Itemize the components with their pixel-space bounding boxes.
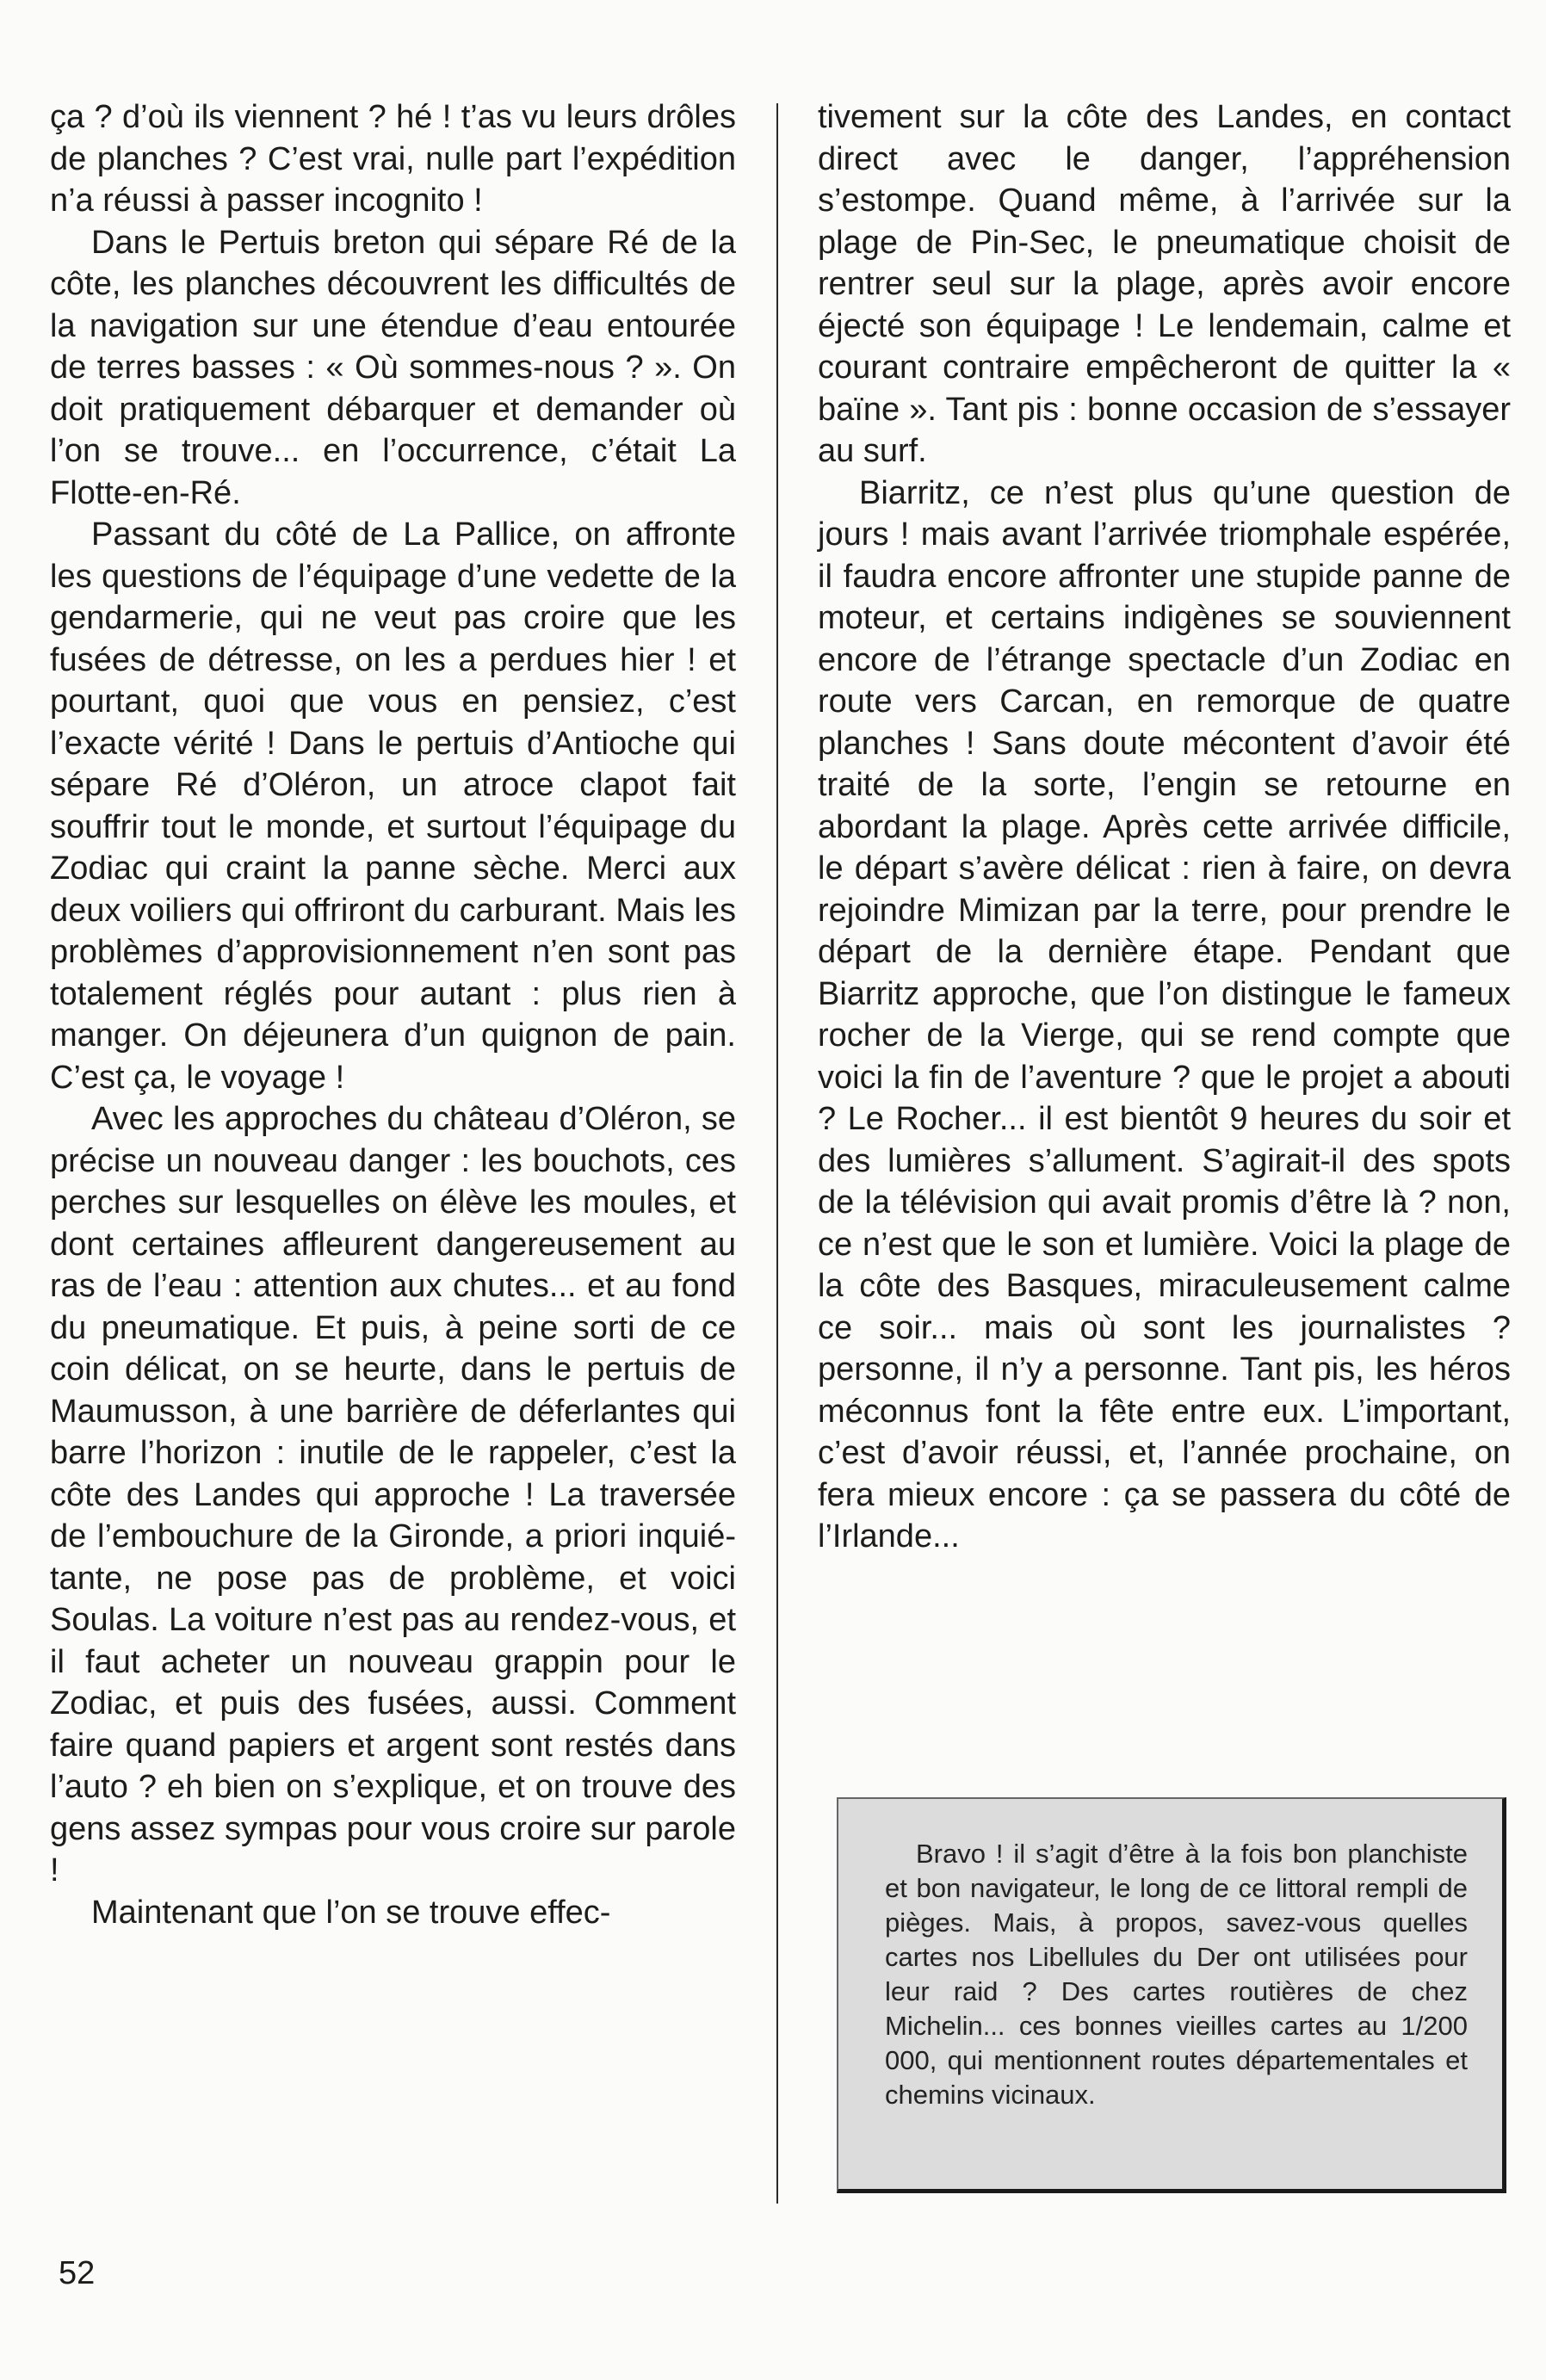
sidebar-box [837,1797,1506,2193]
paragraph: Biarritz, ce n’est plus qu’une question de jours ! mais avant l’arrivée triomphale espérée, il faudra encore affronter une stupide panne de moteur, et certains indigènes se souviennent encore de l’étrange spectacle d’un Zodiac en route vers Carcan, en remorque de quatre planches ! Sans doute mécontent d’avoir été traité de la sorte, l’engin se retourne en abordant la plage. Après cette arrivée difficile, le départ s’avère délicat : rien à faire, on devra rejoindre Mimizan par la terre, pour prendre le départ de la dernière étape. Pendant que Biarritz approche, que l’on distingue le fameux rocher de la Vierge, qui se rend compte que voici la fin de l’aventure ? que le projet a abouti ? Le Rocher... il est bientôt 9 heures du soir et des lumières s’allument. S’agirait-il des spots de la télévision qui avait promis d’être là ? non, ce n’est que le son et lumière. Voici la plage de la côte des Basques, miraculeusement calme ce soir... mais où sont les journalistes ? personne, il n’y a personne. Tant pis, les héros méconnus font la fête entre eux. L’important, c’est d’avoir réussi, et, l’année prochaine, on fera mieux encore : ça se passera du côté de l’Irlande... [818,474,1511,1555]
sidebar-text: Bravo ! il s’agit d’être à la fois bon planchiste et bon navigateur, le long de ce littoral rempli de pièges. Mais, à propos, savez-vous quelles cartes nos Libellules du Der ont utilisées pour leur raid ? Des cartes routières de chez Michelin... ces bonnes vieilles cartes au 1/200 000, qui mentionnent routes départementales et chemins vicinaux. [885,1839,1468,2110]
page-number: 52 [59,2255,96,2291]
paragraph: ça ? d’où ils viennent ? hé ! t’as vu leurs drôles de planches ? C’est vrai, nulle part l’expédition n’a réussi à passer incognito ! [50,99,736,219]
paragraph: tivement sur la côte des Landes, en contact direct avec le danger, l’appréhension s’estompe. Quand même, à l’arrivée sur la plage de Pin-Sec, le pneumatique choisit de rentrer seul sur la plage, après avoir encore éjecté son équipage ! Le lendemain, calme et courant contraire empêcheront de quitter la « baïne ». Tant pis : bonne occasion de s’essayer au surf. [818,99,1511,469]
left-column [50,96,736,1933]
paragraph: Dans le Pertuis breton qui sépare Ré de la côte, les planches découvrent les difficultés de la navigation sur une étendue d’eau entourée de terres basses : « Où sommes-nous ? ». On doit pratiquement débarquer et demander où l’on se trouve... en l’occurrence, c’était La Flotte-en-Ré. [50,224,736,511]
paragraph: Maintenant que l’on se trouve effec- [91,1894,611,1931]
paragraph: Avec les approches du château d’Oléron, se précise un nouveau danger : les bouchots, ces perches sur lesquelles on élève les moules, et dont certaines affleurent dangereusement au ras de l’eau : attention aux chutes... et au fond du pneumatique. Et puis, à peine sorti de ce coin délicat, on se heurte, dans le pertuis de Maumusson, à une barrière de déferlantes qui barre l’horizon : inutile de le rappeler, c’est la côte des Landes qui approche ! La traversée de l’embouchure de la Gironde, a priori inquiétante, ne pose pas de problème, et voici Soulas. La voiture n’est pas au rendez-vous, et il faut acheter un nouveau grappin pour le Zodiac, et puis des fusées, aussi. Comment faire quand papiers et argent sont restés dans l’auto ? eh bien on s’explique, et on trouve des gens assez sympas pour vous croire sur parole ! [50,1101,736,1889]
paragraph: Passant du côté de La Pallice, on affronte les questions de l’équipage d’une vedette de la gendarmerie, qui ne veut pas croire que les fusées de détresse, on les a perdues hier ! et pourtant, quoi que vous en pensiez, c’est l’exacte vérité ! Dans le pertuis d’Antioche qui sépare Ré d’Oléron, un atroce clapot fait souffrir tout le monde, et surtout l’équipage du Zodiac qui craint la panne sèche. Merci aux deux voiliers qui offriront du carburant. Mais les problèmes d’approvisionnement n’en sont pas totalement réglés pour autant : plus rien à manger. On déjeunera d’un quignon de pain. C’est ça, le voyage ! [50,516,736,1096]
column-divider [776,103,778,2204]
right-column [818,96,1511,1558]
